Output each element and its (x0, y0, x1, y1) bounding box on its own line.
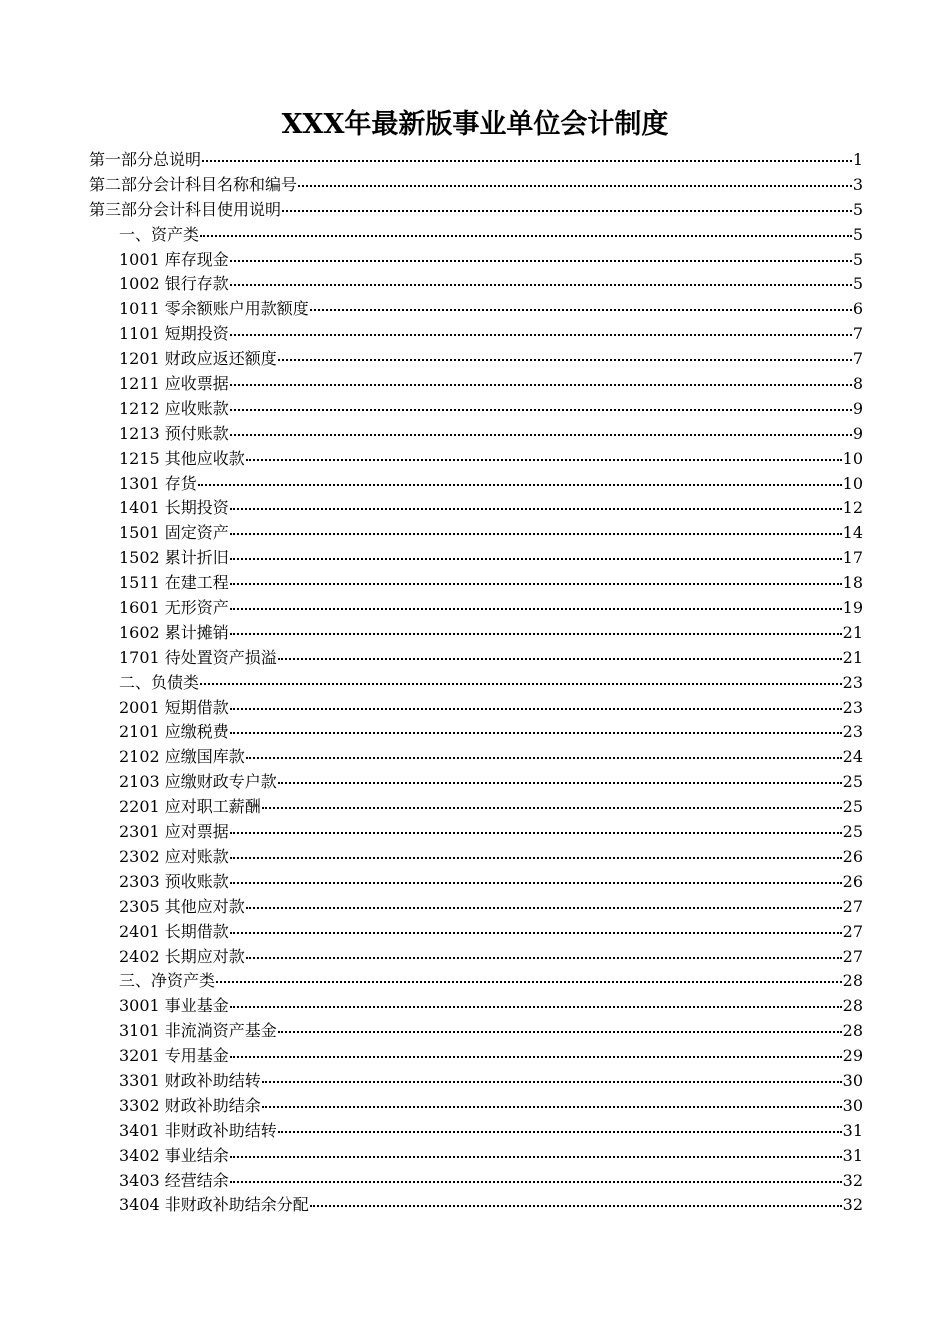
toc-entry-page-number: 28 (842, 1021, 863, 1041)
toc-entry-label: 1602 累计摊销 (119, 622, 229, 642)
toc-entry-page-number: 31 (842, 1145, 863, 1165)
toc-entry-page-number: 30 (842, 1095, 863, 1115)
toc-dot-leader (230, 731, 842, 734)
toc-entry[interactable] (89, 372, 863, 397)
toc-entry[interactable] (89, 1119, 863, 1144)
toc-entry[interactable] (89, 223, 863, 248)
toc-entry-label: 2303 预收账款 (119, 871, 229, 891)
toc-entry-page-number: 18 (842, 573, 863, 593)
toc-dot-leader (278, 1030, 842, 1033)
toc-entry[interactable] (89, 820, 863, 845)
toc-entry-page-number: 21 (842, 647, 863, 667)
toc-entry-label: 2201 应对职工薪酬 (119, 797, 261, 817)
toc-entry-page-number: 9 (852, 398, 863, 418)
toc-dot-leader (230, 333, 852, 336)
toc-entry-label: 第一部分总说明 (89, 150, 202, 169)
toc-entry-label: 1401 长期投资 (119, 498, 229, 518)
toc-entry[interactable] (89, 397, 863, 422)
toc-entry[interactable] (89, 1069, 863, 1094)
toc-entry-label: 3201 专用基金 (119, 1046, 229, 1066)
toc-entry-label: 3302 财政补助结余 (119, 1095, 261, 1115)
toc-dot-leader (282, 209, 852, 212)
toc-entry-label: 3101 非流淌资产基金 (119, 1021, 277, 1041)
toc-dot-leader (230, 507, 842, 510)
toc-dot-leader (246, 906, 842, 909)
toc-entry-label: 三、净资产类 (119, 971, 216, 991)
toc-entry-page-number: 6 (852, 299, 863, 319)
toc-entry-page-number: 27 (842, 896, 863, 916)
toc-entry-page-number: 32 (842, 1170, 863, 1190)
toc-entry-label: 2402 长期应对款 (119, 946, 245, 966)
toc-entry[interactable] (89, 671, 863, 696)
toc-entry-label: 1212 应收账款 (119, 398, 229, 418)
toc-dot-leader (230, 831, 842, 834)
toc-entry[interactable] (89, 870, 863, 895)
toc-entry-label: 1502 累计折旧 (119, 548, 229, 568)
toc-dot-leader (278, 1130, 842, 1133)
toc-entry-label: 1211 应收票据 (119, 374, 229, 394)
toc-entry-page-number: 31 (842, 1120, 863, 1140)
toc-dot-leader (310, 308, 852, 311)
toc-entry-label: 3402 事业结余 (119, 1145, 229, 1165)
toc-entry[interactable] (89, 994, 863, 1019)
toc-entry-page-number: 9 (852, 423, 863, 443)
toc-entry-page-number: 5 (852, 249, 863, 269)
toc-dot-leader (246, 956, 842, 959)
toc-entry-label: 1201 财政应返还额度 (119, 349, 277, 369)
toc-dot-leader (202, 159, 852, 162)
toc-entry[interactable] (89, 546, 863, 571)
toc-dot-leader (230, 881, 842, 884)
toc-entry-page-number: 5 (852, 224, 863, 244)
toc-entry-label: 2103 应缴财政专户款 (119, 772, 277, 792)
toc-entry[interactable] (89, 422, 863, 447)
toc-entry-label: 1001 库存现金 (119, 249, 229, 269)
toc-entry-page-number: 8 (852, 374, 863, 394)
toc-entry-page-number: 27 (842, 946, 863, 966)
toc-entry[interactable] (89, 148, 863, 173)
toc-entry-label: 2001 短期借款 (119, 697, 229, 717)
toc-dot-leader (230, 1155, 842, 1158)
toc-entry-page-number: 12 (842, 498, 863, 518)
toc-entry-page-number: 1 (852, 150, 863, 169)
toc-entry-page-number: 5 (852, 274, 863, 294)
toc-entry-label: 1213 预付账款 (119, 423, 229, 443)
toc-entry-label: 1215 其他应收款 (119, 448, 245, 468)
toc-entry[interactable] (89, 969, 863, 994)
toc-entry-page-number: 23 (842, 697, 863, 717)
toc-dot-leader (230, 408, 852, 411)
toc-entry-label: 3404 非财政补助结余分配 (119, 1195, 309, 1215)
toc-entry-page-number: 32 (842, 1195, 863, 1215)
toc-entry[interactable] (89, 1169, 863, 1194)
toc-entry[interactable] (89, 895, 863, 920)
toc-entry[interactable] (89, 745, 863, 770)
toc-entry-page-number: 10 (842, 448, 863, 468)
toc-dot-leader (198, 483, 842, 486)
toc-entry-label: 1511 在建工程 (119, 573, 229, 593)
toc-dot-leader (230, 383, 852, 386)
toc-entry-page-number: 14 (842, 523, 863, 543)
toc-dot-leader (230, 1055, 842, 1058)
toc-dot-leader (230, 931, 842, 934)
toc-dot-leader (230, 1005, 842, 1008)
toc-entry[interactable] (89, 322, 863, 347)
toc-entry-page-number: 23 (842, 722, 863, 742)
toc-entry-label: 3403 经营结余 (119, 1170, 229, 1190)
toc-entry-page-number: 3 (852, 174, 863, 194)
toc-entry-label: 1002 银行存款 (119, 274, 229, 294)
toc-entry-page-number: 21 (842, 622, 863, 642)
toc-entry-label: 3401 非财政补助结转 (119, 1120, 277, 1140)
toc-entry-label: 1601 无形资产 (119, 598, 229, 618)
toc-entry-label: 第三部分会计科目使用说明 (89, 199, 282, 219)
toc-entry[interactable] (89, 945, 863, 970)
toc-entry-page-number: 19 (842, 598, 863, 618)
toc-dot-leader (262, 1105, 842, 1108)
toc-dot-leader (230, 433, 852, 436)
toc-entry[interactable] (89, 521, 863, 546)
toc-entry[interactable] (89, 1144, 863, 1169)
toc-entry-page-number: 24 (842, 747, 863, 767)
toc-dot-leader (230, 582, 842, 585)
toc-dot-leader (278, 358, 852, 361)
toc-entry-label: 1701 待处置资产损溢 (119, 647, 277, 667)
toc-dot-leader (200, 682, 842, 685)
toc-dot-leader (262, 1080, 842, 1083)
toc-dot-leader (230, 707, 842, 710)
toc-entry[interactable] (89, 496, 863, 521)
toc-entry[interactable] (89, 920, 863, 945)
toc-entry-label: 2301 应对票据 (119, 822, 229, 842)
toc-dot-leader (230, 557, 842, 560)
toc-entry-label: 1501 固定资产 (119, 523, 229, 543)
toc-dot-leader (278, 657, 842, 660)
toc-dot-leader (230, 259, 852, 262)
toc-entry-label: 二、负债类 (119, 672, 200, 692)
toc-entry[interactable] (89, 198, 863, 223)
document-title: XXX年最新版事业单位会计制度 (281, 109, 669, 140)
toc-dot-leader (298, 184, 852, 187)
toc-entry-label: 3301 财政补助结转 (119, 1070, 261, 1090)
toc-entry-label: 2102 应缴国库款 (119, 747, 245, 767)
toc-dot-leader (230, 1180, 842, 1183)
toc-entry[interactable] (89, 1193, 863, 1218)
toc-entry[interactable] (89, 696, 863, 721)
toc-entry-page-number: 26 (842, 846, 863, 866)
toc-entry[interactable] (89, 845, 863, 870)
toc-entry-page-number: 30 (842, 1070, 863, 1090)
toc-entry[interactable] (89, 347, 863, 372)
toc-entry-page-number: 17 (842, 548, 863, 568)
toc-dot-leader (230, 607, 842, 610)
toc-entry[interactable] (89, 770, 863, 795)
toc-dot-leader (262, 806, 842, 809)
toc-entry[interactable] (89, 447, 863, 472)
toc-entry-page-number: 26 (842, 871, 863, 891)
toc-entry[interactable] (89, 1019, 863, 1044)
toc-entry-label: 2401 长期借款 (119, 921, 229, 941)
toc-entry-page-number: 27 (842, 921, 863, 941)
toc-entry[interactable] (89, 272, 863, 297)
toc-dot-leader (230, 856, 842, 859)
table-of-contents (89, 148, 863, 1218)
toc-entry-page-number: 28 (842, 971, 863, 991)
toc-entry-label: 3001 事业基金 (119, 996, 229, 1016)
toc-entry[interactable] (89, 596, 863, 621)
toc-entry[interactable] (89, 720, 863, 745)
toc-entry-page-number: 29 (842, 1046, 863, 1066)
toc-entry-label: 2101 应缴税费 (119, 722, 229, 742)
toc-entry-page-number: 25 (842, 772, 863, 792)
toc-entry-page-number: 10 (842, 473, 863, 493)
toc-entry[interactable] (89, 795, 863, 820)
toc-entry[interactable] (89, 1094, 863, 1119)
toc-entry[interactable] (89, 472, 863, 497)
toc-entry-label: 2302 应对账款 (119, 846, 229, 866)
toc-entry-label: 一、资产类 (119, 224, 200, 244)
toc-entry-label: 1011 零余额账户用款额度 (119, 299, 309, 319)
toc-entry[interactable] (89, 571, 863, 596)
toc-dot-leader (200, 234, 852, 237)
toc-entry-page-number: 25 (842, 822, 863, 842)
toc-entry-label: 1301 存货 (119, 473, 197, 493)
toc-dot-leader (310, 1204, 842, 1207)
toc-dot-leader (278, 781, 842, 784)
toc-entry-page-number: 7 (852, 349, 863, 369)
toc-entry[interactable] (89, 297, 863, 322)
toc-entry[interactable] (89, 621, 863, 646)
toc-entry[interactable] (89, 173, 863, 198)
toc-entry-page-number: 23 (842, 672, 863, 692)
toc-dot-leader (246, 458, 842, 461)
toc-entry-label: 2305 其他应对款 (119, 896, 245, 916)
toc-dot-leader (230, 532, 842, 535)
toc-dot-leader (230, 632, 842, 635)
toc-entry-label: 第二部分会计科目名称和编号 (89, 174, 298, 194)
toc-entry-page-number: 25 (842, 797, 863, 817)
toc-dot-leader (216, 980, 842, 983)
toc-dot-leader (246, 756, 842, 759)
toc-dot-leader (230, 283, 852, 286)
toc-entry[interactable] (89, 1044, 863, 1069)
toc-entry-page-number: 5 (852, 199, 863, 219)
toc-entry-label: 1101 短期投资 (119, 324, 229, 344)
toc-entry-page-number: 28 (842, 996, 863, 1016)
toc-entry-page-number: 7 (852, 324, 863, 344)
toc-entry[interactable] (89, 646, 863, 671)
toc-entry[interactable] (89, 248, 863, 273)
